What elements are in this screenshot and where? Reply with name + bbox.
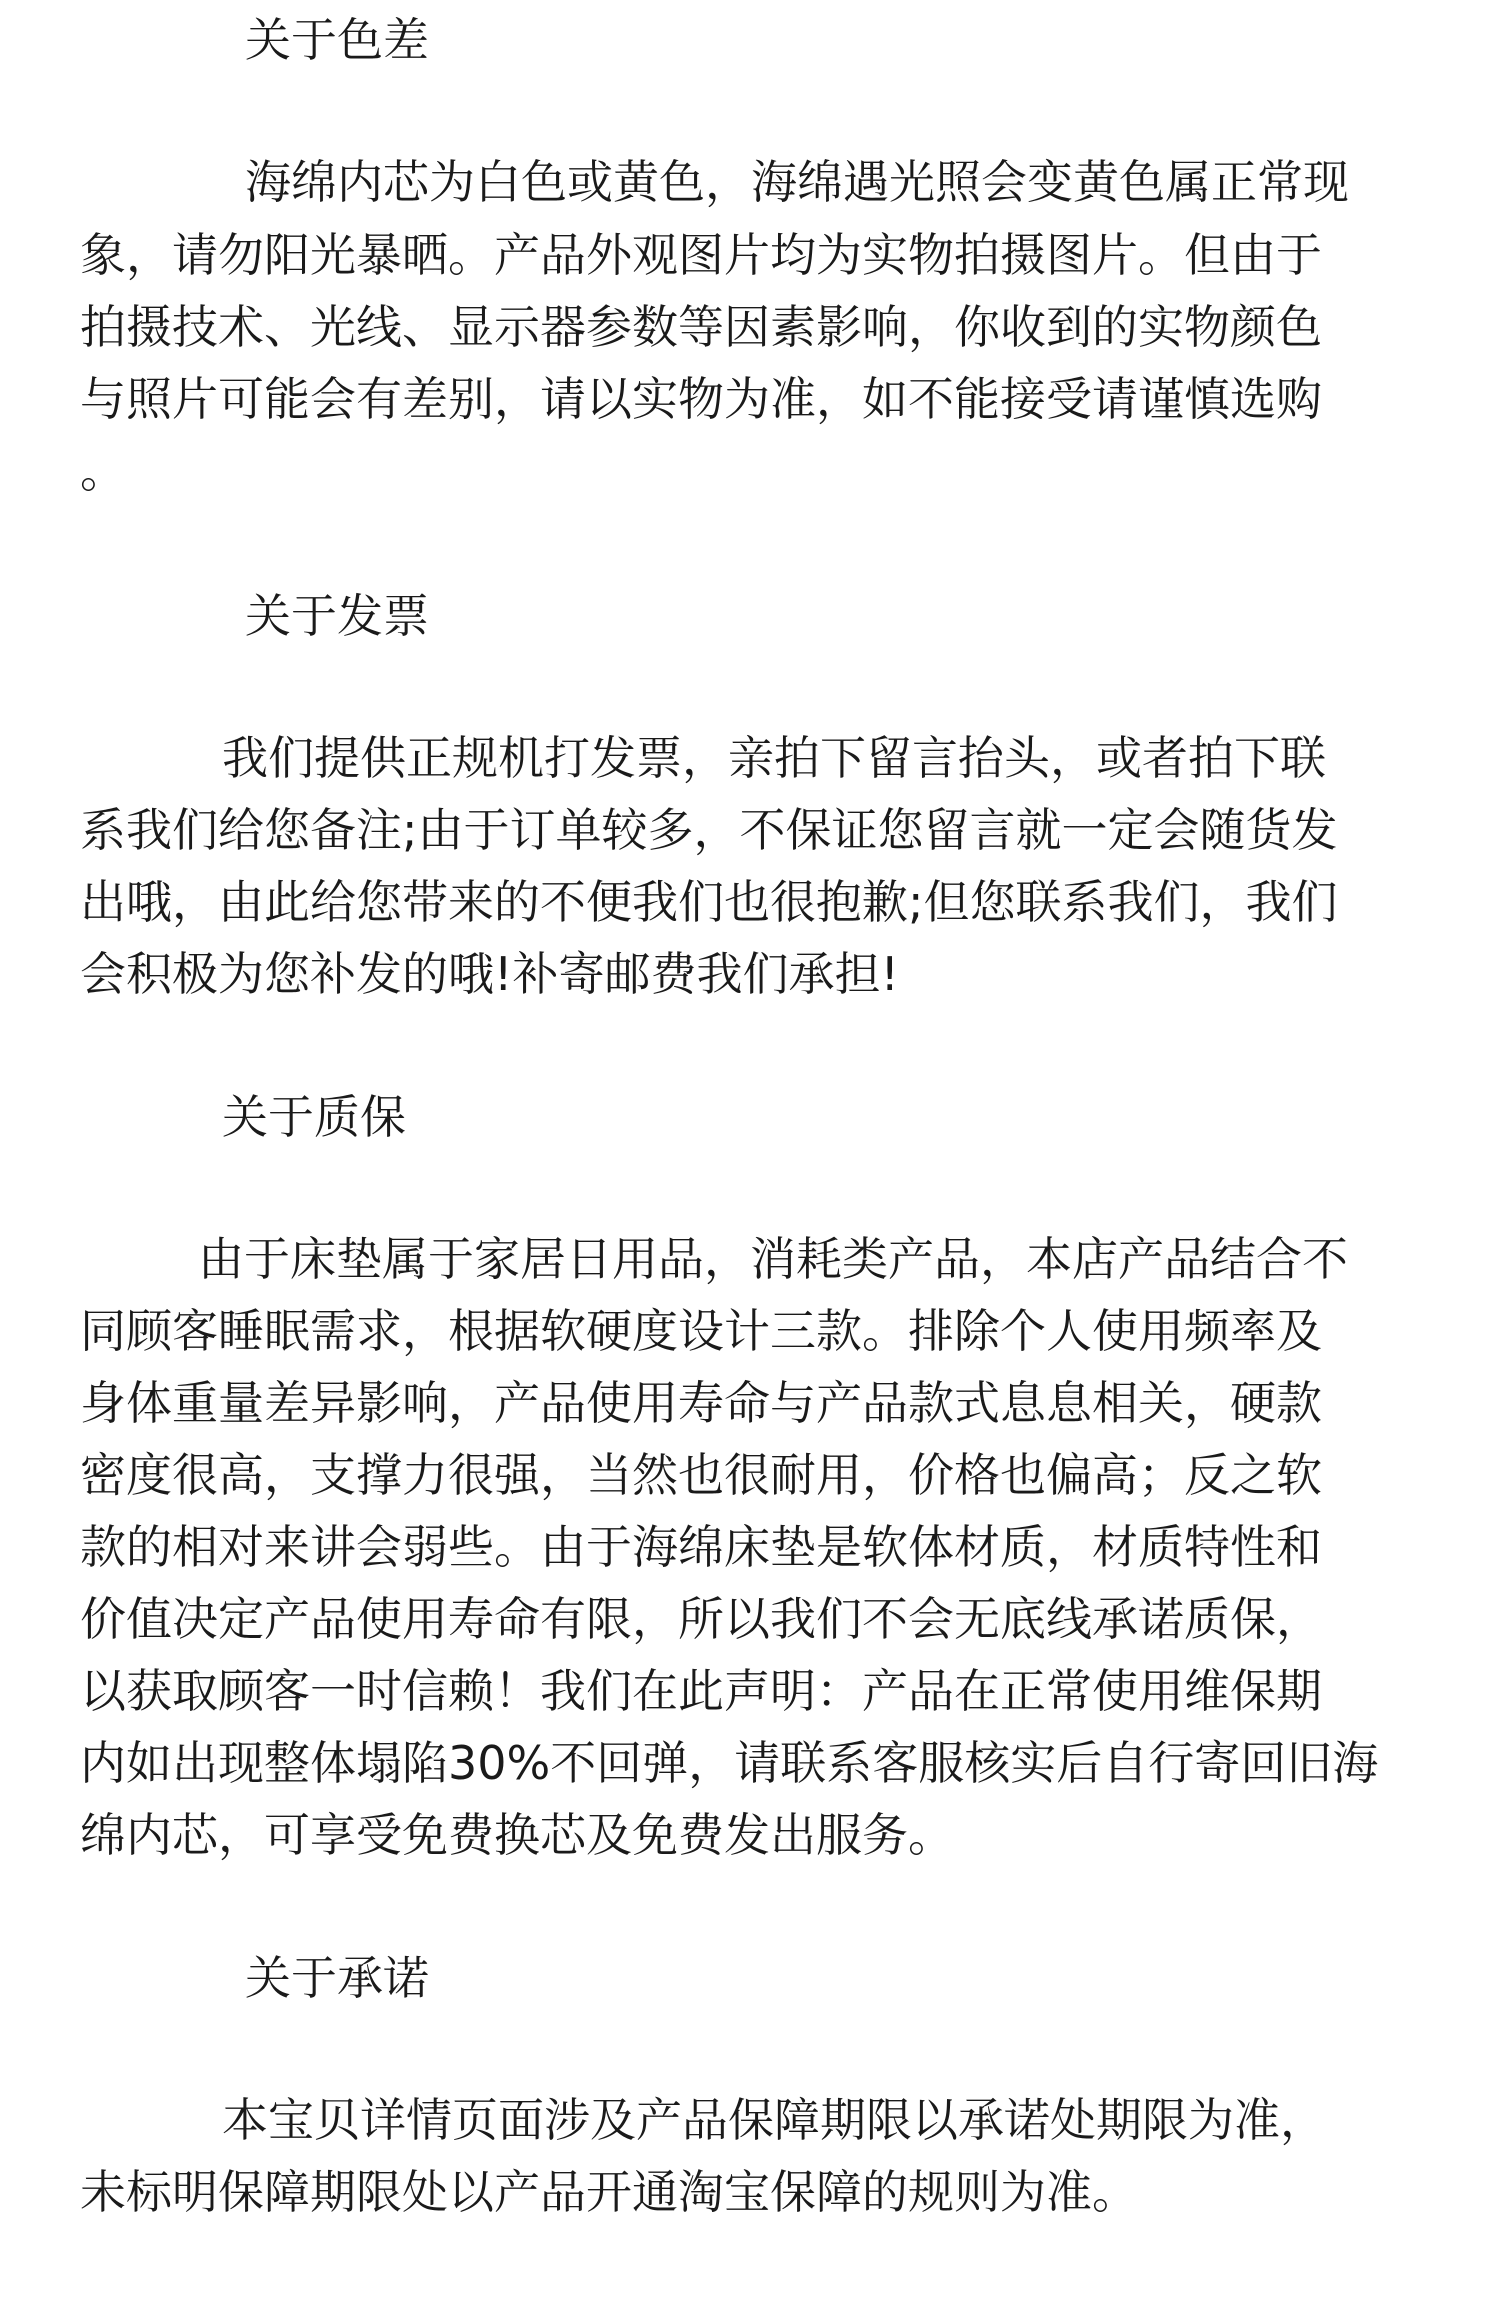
paragraph-line: 本宝贝详情页面涉及产品保障期限以承诺处期限为准， [222, 2093, 1326, 2147]
paragraph-line: 与照片可能会有差别，请以实物为准，如不能接受请谨慎选购 [80, 372, 1322, 426]
paragraph-line: 同顾客睡眠需求，根据软硬度设计三款。排除个人使用频率及 [80, 1304, 1322, 1358]
paragraph-line: 以获取顾客一时信赖！我们在此声明：产品在正常使用维保期 [80, 1664, 1322, 1718]
section-title-commitment: 关于承诺 [245, 1951, 429, 2005]
paragraph-line: 系我们给您备注;由于订单较多，不保证您留言就一定会随货发 [80, 803, 1338, 857]
paragraph-line: 。 [80, 444, 126, 498]
paragraph-line: 内如出现整体塌陷30%不回弹，请联系客服核实后自行寄回旧海 [80, 1736, 1379, 1790]
paragraph-line: 会积极为您补发的哦!补寄邮费我们承担! [80, 947, 899, 1001]
paragraph-line: 拍摄技术、光线、显示器参数等因素影响，你收到的实物颜色 [80, 300, 1322, 354]
section-title-invoice: 关于发票 [245, 589, 429, 643]
paragraph-line: 象，请勿阳光暴晒。产品外观图片均为实物拍摄图片。但由于 [80, 228, 1322, 282]
paragraph-line: 由于床垫属于家居日用品，消耗类产品，本店产品结合不 [198, 1232, 1348, 1286]
paragraph-line: 出哦，由此给您带来的不便我们也很抱歉;但您联系我们，我们 [80, 875, 1338, 929]
paragraph-line: 身体重量差异影响，产品使用寿命与产品款式息息相关，硬款 [80, 1376, 1322, 1430]
section-title-color-difference: 关于色差 [245, 13, 429, 67]
paragraph-line: 价值决定产品使用寿命有限，所以我们不会无底线承诺质保， [80, 1592, 1322, 1646]
paragraph-line: 我们提供正规机打发票，亲拍下留言抬头，或者拍下联 [222, 731, 1326, 785]
section-title-warranty: 关于质保 [222, 1090, 406, 1144]
paragraph-line: 绵内芯，可享受免费换芯及免费发出服务。 [80, 1808, 954, 1862]
paragraph-line: 海绵内芯为白色或黄色，海绵遇光照会变黄色属正常现 [245, 155, 1349, 209]
paragraph-line: 密度很高，支撑力很强，当然也很耐用，价格也偏高；反之软 [80, 1448, 1322, 1502]
paragraph-line: 未标明保障期限处以产品开通淘宝保障的规则为准。 [80, 2165, 1138, 2219]
paragraph-line: 款的相对来讲会弱些。由于海绵床垫是软体材质，材质特性和 [80, 1520, 1322, 1574]
